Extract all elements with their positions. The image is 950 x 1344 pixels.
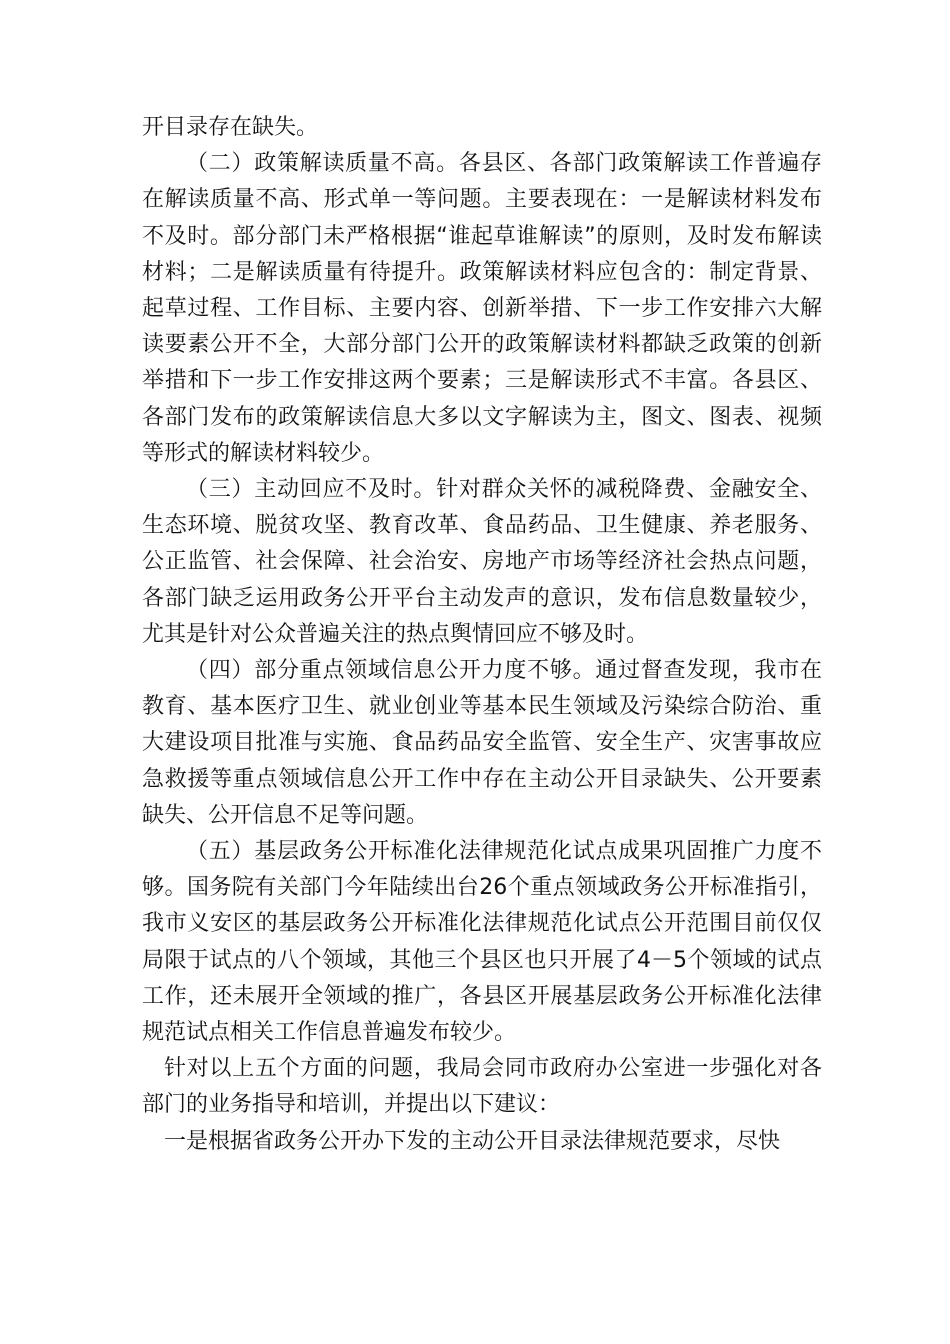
paragraph-section-3: （三）主动回应不及时。针对群众关怀的减税降费、金融安全、生态环境、脱贫攻坚、教育改革、食品药品、卫生健康、养老服务、公正监管、社会保障、社会治安、房地产市场等经济社会热点问题，各部门缺乏运用政务公开平台主动发声的意识，发布信息数量较少，尤其是针对公众普遍关注的热点舆情回应不够及时。: [142, 477, 822, 647]
paragraph-section-5: （五）基层政务公开标准化法律规范化试点成果巩固推广力度不够。国务院有关部门今年陆续出台26个重点领域政务公开标准指引，我市义安区的基层政务公开标准化法律规范化试点公开范围目前仅仅局限于试点的八个领域，其他三个县区也只开展了4－5个领域的试点工作，还未展开全领域的推广，各县区开展基层政务公开标准化法律规范试点相关工作信息普遍发布较少。: [142, 839, 822, 1046]
paragraph-suggestion-1: 一是根据省政务公开办下发的主动公开目录法律规范要求，尽快: [164, 1128, 781, 1154]
paragraph-summary: 针对以上五个方面的问题，我局会同市政府办公室进一步强化对各部门的业务指导和培训，并提出以下建议：: [142, 1056, 822, 1118]
paragraph-section-4: （四）部分重点领域信息公开力度不够。通过督查发现，我市在教育、基本医疗卫生、就业创业等基本民生领域及污染综合防治、重大建设项目批准与实施、食品药品安全监管、安全生产、灾害事故应急救援等重点领域信息公开工作中存在主动公开目录缺失、公开要素缺失、公开信息不足等问题。: [142, 658, 822, 828]
paragraph-continuation: 开目录存在缺失。: [142, 115, 319, 140]
paragraph-section-2: （二）政策解读质量不高。各县区、各部门政策解读工作普遍存在解读质量不高、形式单一等问题。主要表现在：一是解读材料发布不及时。部分部门未严格根据“谁起草谁解读”的原则，及时发布解读材料；二是解读质量有待提升。政策解读材料应包含的：制定背景、起草过程、工作目标、主要内容、创新举措、下一步工作安排六大解读要素公开不全，大部分部门公开的政策解读材料都缺乏政策的创新举措和下一步工作安排这两个要素；三是解读形式不丰富。各县区、各部门发布的政策解读信息大多以文字解读为主，图文、图表、视频等形式的解读材料较少。: [142, 151, 822, 466]
body-text: [142, 110, 822, 1160]
